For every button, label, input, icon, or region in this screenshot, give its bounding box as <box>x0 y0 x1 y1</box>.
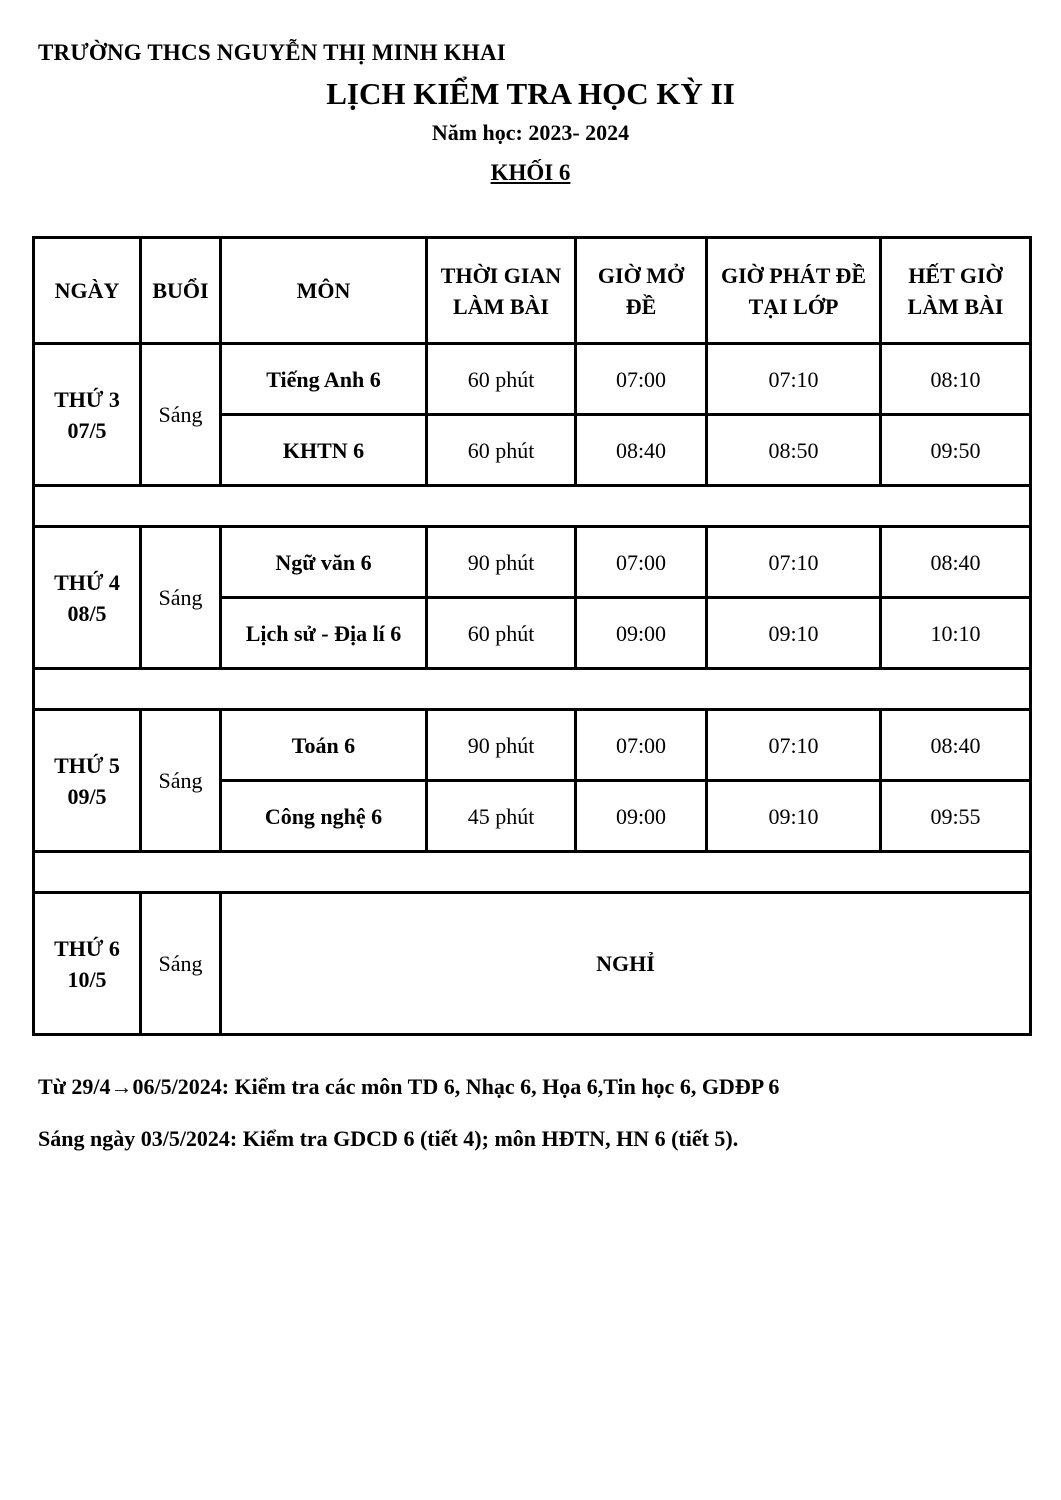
handout-time-cell: 07:10 <box>707 527 881 598</box>
open-time-cell: 09:00 <box>576 781 707 852</box>
spacer-row <box>34 486 1031 527</box>
spacer-cell <box>34 852 1031 893</box>
day-date: 10/5 <box>67 966 107 992</box>
handout-time-cell: 09:10 <box>707 598 881 669</box>
header-end-line1: HẾT GIỜ <box>908 262 1003 288</box>
duration-cell: 90 phút <box>427 710 576 781</box>
subject-cell: Công nghệ 6 <box>221 781 427 852</box>
end-time-cell: 10:10 <box>881 598 1031 669</box>
day-date: 07/5 <box>67 417 107 443</box>
header-duration <box>427 238 576 344</box>
header-end <box>881 238 1031 344</box>
school-name: TRƯỜNG THCS NGUYỄN THỊ MINH KHAI <box>38 40 506 65</box>
spacer-row <box>34 852 1031 893</box>
duration-cell: 60 phút <box>427 344 576 415</box>
subject-cell: Ngữ văn 6 <box>221 527 427 598</box>
table-row <box>34 344 1031 415</box>
end-time-cell: 09:55 <box>881 781 1031 852</box>
header-buoi: BUỔI <box>141 238 221 344</box>
table-row <box>34 710 1031 781</box>
handout-time-cell: 09:10 <box>707 781 881 852</box>
spacer-cell <box>34 669 1031 710</box>
day-name: THỨ 3 <box>54 386 120 412</box>
day-name: THỨ 4 <box>54 569 120 595</box>
header-handout-line2: TẠI LỚP <box>748 293 839 319</box>
header-duration-line2: LÀM BÀI <box>453 293 549 319</box>
day-cell <box>34 527 141 669</box>
header-handout-line1: GIỜ PHÁT ĐỀ <box>720 262 867 288</box>
note-line: Sáng ngày 03/5/2024: Kiểm tra GDCD 6 (tiết 4); môn HĐTN, HN 6 (tiết 5). <box>38 1126 739 1151</box>
day-cell <box>34 893 141 1035</box>
duration-cell: 60 phút <box>427 598 576 669</box>
day-name: THỨ 5 <box>54 752 120 778</box>
header-open <box>576 238 707 344</box>
open-time-cell: 07:00 <box>576 344 707 415</box>
header-duration-line1: THỜI GIAN <box>440 262 562 288</box>
spacer-cell <box>34 486 1031 527</box>
day-date: 09/5 <box>67 783 107 809</box>
open-time-cell: 09:00 <box>576 598 707 669</box>
header-handout <box>707 238 881 344</box>
table-header-row <box>34 238 1031 344</box>
duration-cell: 90 phút <box>427 527 576 598</box>
handout-time-cell: 07:10 <box>707 710 881 781</box>
handout-time-cell: 07:10 <box>707 344 881 415</box>
header-open-line2: ĐỀ <box>625 293 657 319</box>
table-row <box>34 527 1031 598</box>
table-row <box>34 893 1031 1035</box>
day-date: 08/5 <box>67 600 107 626</box>
spacer-row <box>34 669 1031 710</box>
end-time-cell: 08:40 <box>881 527 1031 598</box>
session-cell: Sáng <box>141 527 221 669</box>
session-cell: Sáng <box>141 893 221 1035</box>
duration-cell: 45 phút <box>427 781 576 852</box>
open-time-cell: 07:00 <box>576 527 707 598</box>
open-time-cell: 08:40 <box>576 415 707 486</box>
subject-cell: Toán 6 <box>221 710 427 781</box>
open-time-cell: 07:00 <box>576 710 707 781</box>
day-off-cell: NGHỈ <box>221 893 1031 1035</box>
subject-cell: KHTN 6 <box>221 415 427 486</box>
session-cell: Sáng <box>141 344 221 486</box>
header-ngay: NGÀY <box>34 238 141 344</box>
header-mon: MÔN <box>221 238 427 344</box>
session-cell: Sáng <box>141 710 221 852</box>
day-cell <box>34 344 141 486</box>
duration-cell: 60 phút <box>427 415 576 486</box>
header-end-line2: LÀM BÀI <box>907 293 1004 319</box>
end-time-cell: 09:50 <box>881 415 1031 486</box>
note-line: Từ 29/4→06/5/2024: Kiểm tra các môn TD 6, Nhạc 6, Họa 6,Tin học 6, GDĐP 6 <box>38 1074 780 1099</box>
day-cell <box>34 710 141 852</box>
grade-label-text: KHỐI 6 <box>490 160 571 185</box>
subject-cell: Tiếng Anh 6 <box>221 344 427 415</box>
end-time-cell: 08:40 <box>881 710 1031 781</box>
header-open-line1: GIỜ MỞ <box>597 262 685 288</box>
grade-label <box>0 160 1061 186</box>
day-name: THỨ 6 <box>54 935 120 961</box>
page-title: LỊCH KIỂM TRA HỌC KỲ II <box>326 76 735 111</box>
school-year: Năm học: 2023- 2024 <box>431 120 630 145</box>
subject-cell: Lịch sử - Địa lí 6 <box>221 598 427 669</box>
exam-schedule-table <box>32 236 1032 1036</box>
handout-time-cell: 08:50 <box>707 415 881 486</box>
end-time-cell: 08:10 <box>881 344 1031 415</box>
